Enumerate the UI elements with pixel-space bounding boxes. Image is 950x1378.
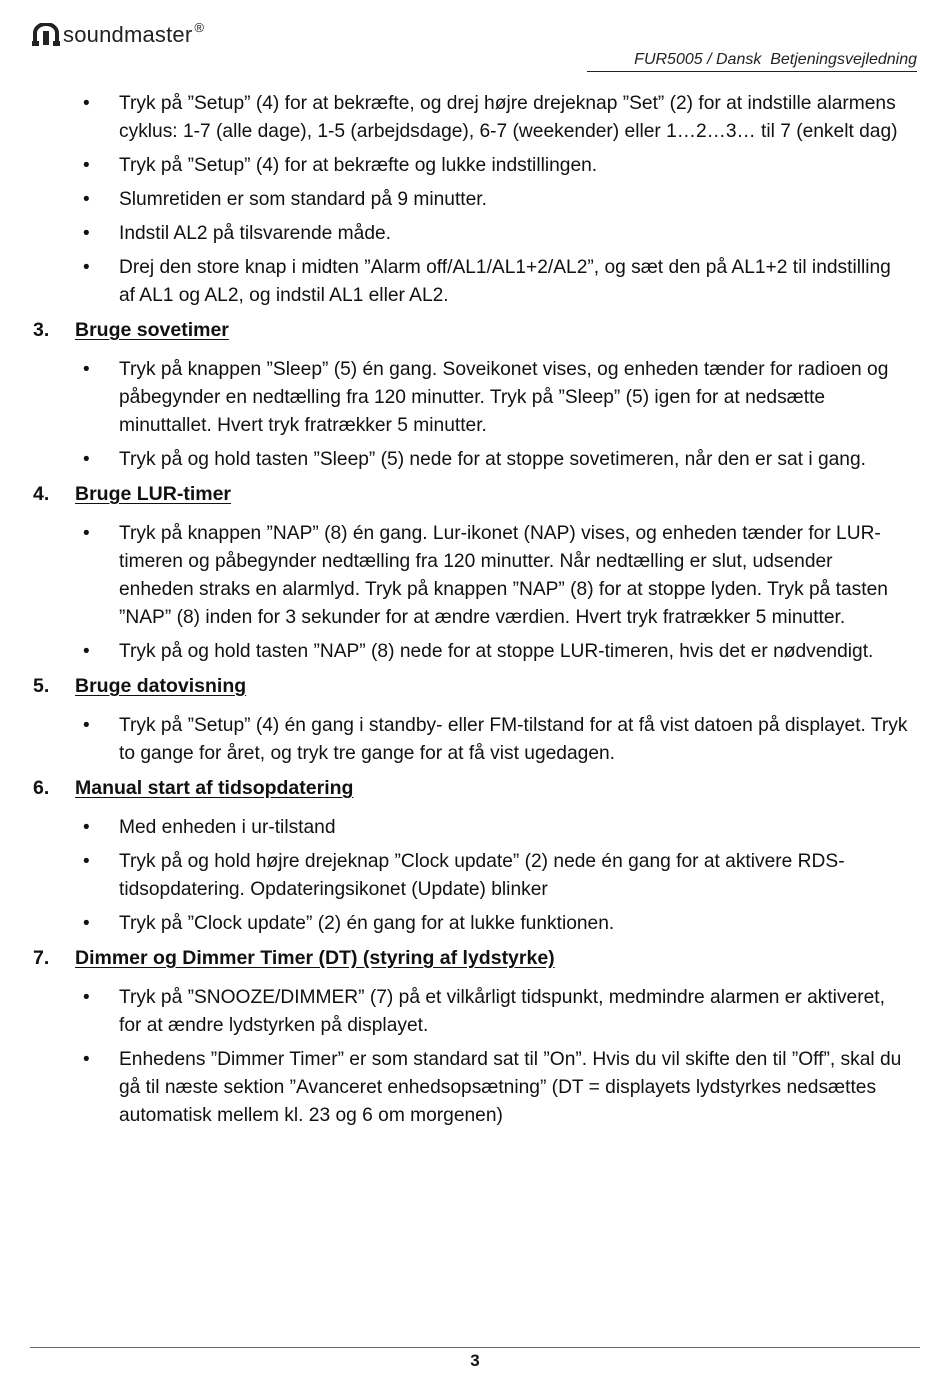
brand-name: soundmaster <box>63 22 193 47</box>
list-item: • Tryk på og hold højre drejeknap ”Clock update” (2) nede én gang for at aktivere RDS-tidsopdatering. Opdateringsikonet (Update) blinker <box>0 848 950 904</box>
section-number: 6. <box>33 777 50 799</box>
list-item: • Drej den store knap i midten ”Alarm off/AL1/AL1+2/AL2”, og sæt den på AL1+2 til indstilling af AL1 og AL2, og indstil AL1 eller AL2. <box>0 254 950 310</box>
list-item: • Tryk på ”Setup” (4) for at bekræfte, og drej højre drejeknap ”Set” (2) for at indstille alarmens cyklus: 1-7 (alle dage), 1-5 (arbejdsdage), 6-7 (weekender) eller 1…2…3… til 7 (enkelt dag) <box>0 90 950 146</box>
section-heading-6 <box>0 774 950 808</box>
section-heading-7 <box>0 944 950 978</box>
registered-mark: ® <box>194 19 204 35</box>
list-item: • Tryk på ”Clock update” (2) én gang for at lukke funktionen. <box>0 910 950 938</box>
section-4-bullet-list <box>0 520 950 666</box>
section-title: Bruge LUR-timer <box>75 483 232 505</box>
section-heading-3 <box>0 316 950 350</box>
section-title: Dimmer og Dimmer Timer (DT) (styring af lydstyrke) <box>75 947 555 969</box>
list-item: • Slumretiden er som standard på 9 minutter. <box>0 186 950 214</box>
section-title: Manual start af tidsopdatering <box>75 777 354 799</box>
intro-bullet-list <box>0 90 950 310</box>
page-header <box>0 0 950 80</box>
brand-logo <box>32 19 204 48</box>
section-number: 4. <box>33 483 50 505</box>
page-number: 3 <box>470 1351 480 1370</box>
section-3-bullet-list <box>0 356 950 474</box>
list-item: • Indstil AL2 på tilsvarende måde. <box>0 220 950 248</box>
soundmaster-logo-icon <box>32 23 60 47</box>
section-number: 7. <box>33 947 50 969</box>
section-title: Bruge sovetimer <box>75 319 229 341</box>
list-item: • Med enheden i ur-tilstand <box>0 814 950 842</box>
list-item: • Tryk på og hold tasten ”Sleep” (5) nede for at stoppe sovetimeren, når den er sat i gang. <box>0 446 950 474</box>
section-title: Bruge datovisning <box>75 675 247 697</box>
section-heading-5 <box>0 672 950 706</box>
list-item: • Tryk på knappen ”Sleep” (5) én gang. Soveikonet vises, og enheden tænder for radioen og påbegynder en nedtælling fra 120 minutter. Tryk på ”Sleep” (5) igen for at nedsætte minuttallet. Hvert tryk fratrækker 5 minutter. <box>0 356 950 440</box>
list-item: • Enhedens ”Dimmer Timer” er som standard sat til ”On”. Hvis du vil skifte den til ”Off”, skal du gå til næste sektion ”Avanceret enhedsopsætning” (DT = displayets lydstyrkes nedsættes automatisk mellem kl. 23 og 6 om morgenen) <box>0 1046 950 1130</box>
section-7-bullet-list <box>0 984 950 1130</box>
list-item: • Tryk på knappen ”NAP” (8) én gang. Lur-ikonet (NAP) vises, og enheden tænder for LUR-timeren og påbegynder nedtælling fra 120 minutter. Når nedtælling er slut, udsender enheden straks en alarmlyd. Tryk på knappen ”NAP” (8) for at stoppe lyden. Tryk på tasten ”NAP” (8) inden for 3 sekunder for at ændre værdien. Hvert tryk fratrækker 5 minutter. <box>0 520 950 632</box>
header-divider <box>587 71 917 72</box>
section-5-bullet-list <box>0 712 950 768</box>
section-number: 5. <box>33 675 50 697</box>
page-content <box>0 90 950 1136</box>
section-heading-4 <box>0 480 950 514</box>
list-item: • Tryk på og hold tasten ”NAP” (8) nede for at stoppe LUR-timeren, hvis det er nødvendigt. <box>0 638 950 666</box>
footer-divider <box>30 1347 920 1348</box>
list-item: • Tryk på ”SNOOZE/DIMMER” (7) på et vilkårligt tidspunkt, medmindre alarmen er aktiveret, for at ændre lydstyrken på displayet. <box>0 984 950 1040</box>
list-item: • Tryk på ”Setup” (4) én gang i standby- eller FM-tilstand for at få vist datoen på displayet. Tryk to gange for året, og tryk tre gange for at få vist ugedagen. <box>0 712 950 768</box>
list-item: • Tryk på ”Setup” (4) for at bekræfte og lukke indstillingen. <box>0 152 950 180</box>
section-6-bullet-list <box>0 814 950 938</box>
document-title: FUR5005 / Dansk Betjeningsvejledning <box>634 51 917 68</box>
section-number: 3. <box>33 319 50 341</box>
